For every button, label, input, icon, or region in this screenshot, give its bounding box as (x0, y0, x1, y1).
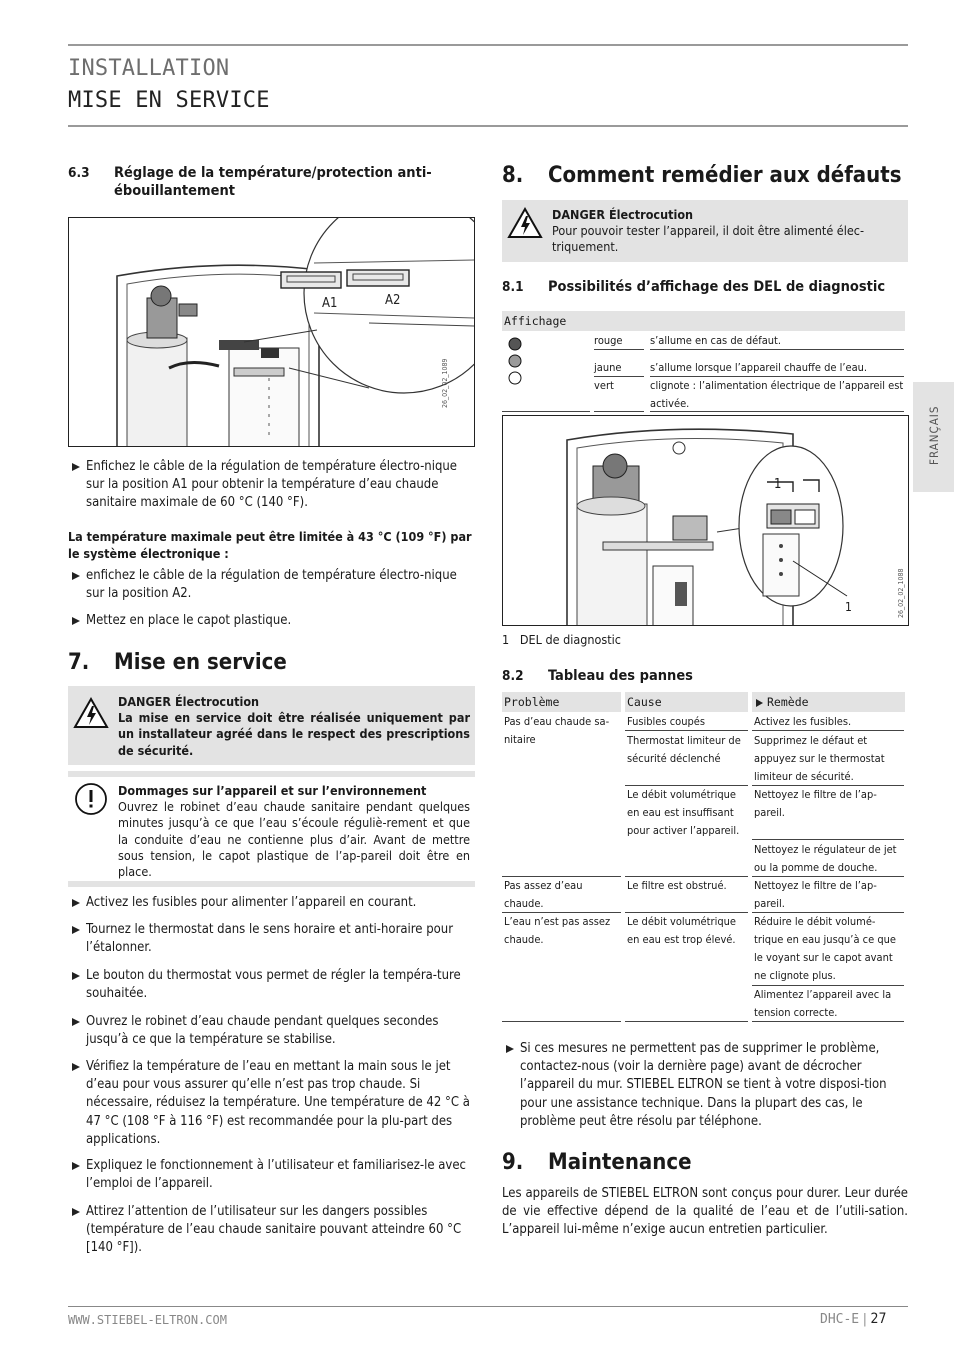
table-head-probleme: Problème (502, 692, 621, 712)
cell-remede-6: Réduire le débit volumé-trique en eau jusqu’à ce que le voyant sur le capot avant ne clignote plus. (754, 915, 896, 982)
cell-probleme-3: L’eau n’est pas assez chaude. (504, 915, 611, 946)
danger-title-7: DANGER Électrocution (118, 694, 260, 709)
section-8-number: 8. (502, 163, 524, 188)
header-title-mise-en-service: MISE EN SERVICE (68, 88, 270, 113)
cell-remede-7: Alimentez l’appareil avec la tension correcte. (754, 988, 892, 1019)
cell-remede-5: Nettoyez le filtre de l’ap-pareil. (754, 879, 877, 910)
bullet-7-5: Vérifiez la température de l’eau en mettant la main sous le jet d’eau pour vous assurer qu’elle n’est pas trop chaude. Si nécessaire, réduisez la température. Une température de 42 °C à 47 °C (108 °F à 116 °F) est recommandée pour la plu-part des applications. (68, 1058, 474, 1149)
figure-label-a1: A1 (322, 296, 338, 311)
figure-code: 26_02_02_1089 (441, 358, 449, 408)
cell-cause-2: Thermostat limiteur de sécurité déclenché (627, 734, 741, 765)
figure-temperature-setting (68, 217, 475, 447)
cell-remede-4: Nettoyez le régulateur de jet ou la pomme de douche. (754, 843, 897, 874)
danger-box-mise-en-service (68, 686, 475, 765)
bullet-enfichez-a2: enfichez le câble de la régulation de température électro-nique sur la position A2. (68, 567, 474, 603)
header-bottom-rule (68, 125, 908, 127)
led-color-green: vert (594, 379, 614, 392)
figure2-jumper-label: 1 (774, 477, 782, 492)
table-head-cause: Cause (625, 692, 748, 712)
table-head-remede: Remède (752, 692, 905, 712)
cell-cause-3: Le débit volumétrique en eau est insuffisant pour activer l’appareil. (627, 788, 740, 837)
section-7-number: 7. (68, 650, 90, 675)
footer-url: WWW.STIEBEL-ELTRON.COM (68, 1313, 227, 1327)
section-8-title: Comment remédier aux défauts (548, 163, 902, 188)
section-7-title: Mise en service (114, 650, 287, 675)
bullet-enfichez-a1: Enfichez le câble de la régulation de température électro-nique sur la position A1 pour obtenir la température d’eau chaude sanitaire maximale de 60 °C (140 °F). (68, 458, 474, 513)
bullet-7-1: Activez les fusibles pour alimenter l’appareil en courant. (68, 894, 474, 912)
warning-electric-icon (507, 206, 543, 240)
section-9-number: 9. (502, 1150, 524, 1175)
warning-electric-icon (73, 696, 109, 730)
led-desc-red: s’allume en cas de défaut. (650, 334, 782, 347)
notice-bottom-band (68, 881, 475, 887)
section-8-1-number: 8.1 (502, 279, 524, 295)
bullet-7-3: Le bouton du thermostat vous permet de régler la tempéra-ture souhaitée. (68, 967, 474, 1003)
figure2-callout-number: 1 (845, 600, 852, 614)
section-6-3-number: 6.3 (68, 165, 90, 181)
led-desc-green: clignote : l’alimentation électrique de l’appareil est activée. (650, 379, 904, 410)
danger-title-8: DANGER Électrocution (552, 207, 694, 222)
led-indicator-column (505, 336, 525, 390)
danger-text-7: La mise en service doit être réalisée uniquement par un installateur agréé dans le respect des prescriptions de sécurité. (118, 710, 470, 758)
cell-remede-1: Activez les fusibles. (754, 715, 852, 728)
cell-remede-3: Nettoyez le filtre de l’ap-pareil. (754, 788, 877, 819)
bullet-contact-support: Si ces mesures ne permettent pas de supprimer le problème, contactez-nous (voir la dernière page) avant de décrocher l’appareil du mur. STIEBEL ELTRON se tient à votre disposi-tion pour une assistance technique. Dans la plupart des cas, le problème peut être résolu par téléphone. (502, 1040, 908, 1131)
affichage-header: Affichage (502, 311, 905, 331)
section-8-2-number: 8.2 (502, 668, 524, 684)
led-color-yellow: jaune (594, 361, 622, 374)
affichage-col1-underline (502, 411, 590, 412)
bullet-7-7: Attirez l’attention de l’utilisateur sur les dangers possibles (température de l’eau chaude sanitaire pouvant atteindre 60 °C [140 °F]). (68, 1203, 474, 1258)
bullet-7-6: Expliquez le fonctionnement à l’utilisateur et familiarisez-le avec l’emploi de l’appareil. (68, 1157, 474, 1193)
figure-diagnostic-led (502, 415, 909, 626)
cell-cause-6: Le débit volumétrique en eau est trop élevé. (627, 915, 736, 946)
figure2-legend: 1 DEL de diagnostic (502, 632, 621, 647)
led-icons (505, 336, 525, 390)
led-color-red: rouge (594, 334, 623, 347)
notice-exclamation-icon (73, 781, 109, 817)
section-8-1-title: Possibilités d’affichage des DEL de diagnostic (548, 279, 886, 295)
led-desc-yellow: s’allume lorsque l’appareil chauffe de l’eau. (650, 361, 868, 374)
cell-cause-1: Fusibles coupés (627, 715, 705, 728)
cell-remede-2: Supprimez le défaut et appuyez sur le thermostat limiteur de sécurité. (754, 734, 885, 783)
arrow-right-icon (756, 699, 763, 707)
page-number: 27 (870, 1311, 887, 1327)
cell-cause-5: Le filtre est obstrué. (627, 879, 727, 892)
section-6-3-title: Réglage de la température/protection anti- ébouillantement (114, 165, 432, 199)
language-tab: FRANÇAIS (913, 382, 954, 492)
bullet-7-2: Tournez le thermostat dans le sens horaire et anti-horaire pour l’étalonner. (68, 921, 474, 957)
section-8-2-title: Tableau des pannes (548, 668, 693, 684)
damage-text: Ouvrez le robinet d’eau chaude sanitaire pendant quelques minutes jusqu’à ce que l’eau s’écoule réguliè-rement et que la conduite d’eau ne contienne plus d’air. Avant de mettre sous tension, le capot plastique de l’ap-pareil doit être en place. (118, 799, 470, 880)
bullet-7-4: Ouvrez le robinet d’eau chaude pendant quelques secondes jusqu’à ce que la température se stabilise. (68, 1013, 474, 1049)
maintenance-text: Les appareils de STIEBEL ELTRON sont conçus pour durer. Leur durée de vie effective dépend de la qualité de l’eau et de l’utili-sation. L’appareil lui-même n’exige aucun entretien particulier. (502, 1186, 908, 1238)
figure-diagnostic-led-drawing (503, 416, 909, 626)
damage-title: Dommages sur l’appareil et sur l’environnement (118, 783, 427, 798)
cell-probleme-1: Pas d’eau chaude sa-nitaire (504, 715, 610, 746)
header-top-rule (68, 44, 908, 46)
bold-note-max-temp: La température maximale peut être limitée à 43 °C (109 °F) par le système électronique : (68, 529, 472, 561)
figure2-code: 26_02_02_1088 (897, 568, 905, 618)
bullet-capot: Mettez en place le capot plastique. (68, 612, 474, 630)
figure-label-a2: A2 (385, 293, 401, 308)
danger-box-defauts (502, 200, 908, 262)
header-title-installation: INSTALLATION (68, 56, 230, 81)
cell-probleme-2: Pas assez d’eau chaude. (504, 879, 583, 910)
footer-model: DHC-E | 27 (820, 1311, 887, 1327)
danger-text-8: Pour pouvoir tester l’appareil, il doit être alimenté élec-triquement. (552, 223, 865, 255)
section-9-title: Maintenance (548, 1150, 692, 1175)
figure-temperature-setting-drawing (69, 218, 475, 447)
notice-damage-box (68, 777, 475, 881)
footer-rule (68, 1306, 908, 1307)
